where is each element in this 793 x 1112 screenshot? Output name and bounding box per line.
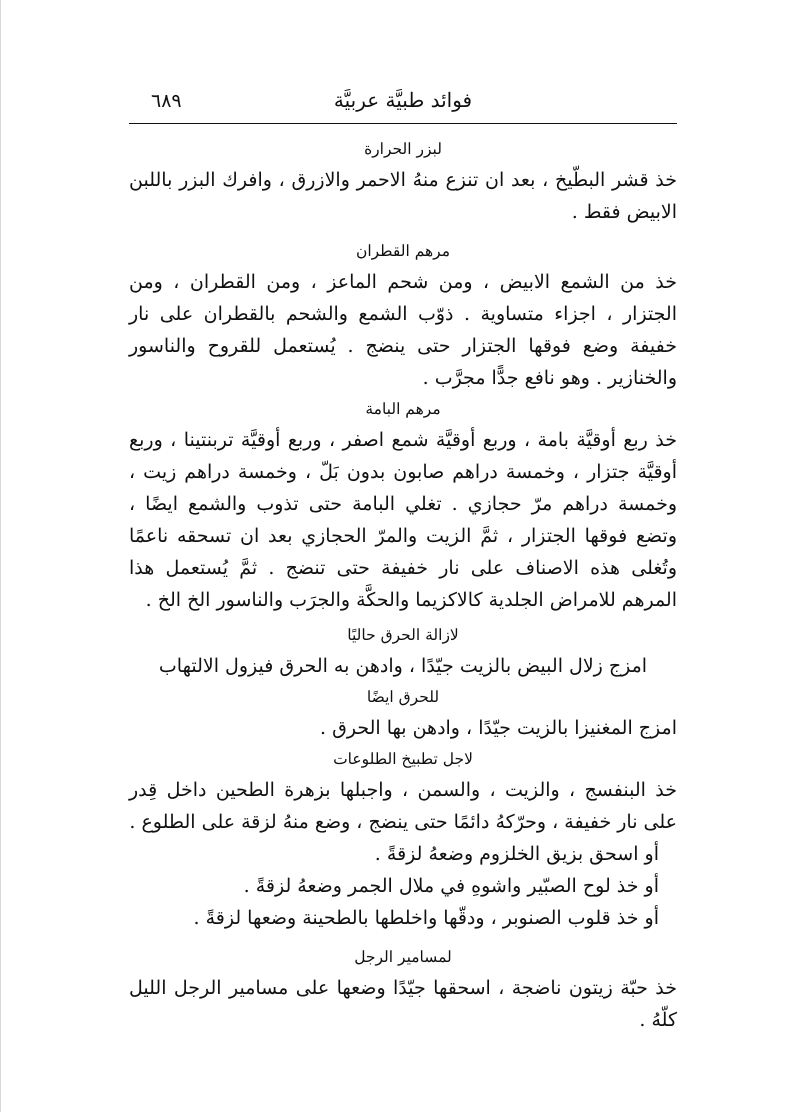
remedy-heat-rash [129,134,677,228]
remedy-boils [129,744,677,934]
section-text: امزج زلال البيض بالزيت جيّدًا ، وادهن به الحرق فيزول الالتهاب [158,655,648,677]
remedy-foot-corns [129,942,677,1036]
header-rule [129,123,677,124]
alternative-line: أو خذ لوح الصبّير واشوهِ في ملال الجمر وضعهُ لزقةً . [243,875,659,897]
section-title: مرهم البامة [365,400,441,418]
remedy-burn-removal [129,620,677,682]
remedy-burn-also [129,682,677,744]
section-title: لاجل تطبيخ الطلوعات [333,750,473,768]
running-title: فوائد طبيَّة عربيَّة [333,88,473,112]
remedy-bama-ointment [129,394,677,616]
section-text: خذ حبّة زيتون ناضجة ، اسحقها جيّدًا وضعها على مسامير الرجل الليل كلّهُ . [129,977,677,1031]
section-text: خذ قشر البطّيخ ، بعد ان تنزع منهُ الاحمر والازرق ، وافرك البزر باللبن الابيض فقط . [129,169,677,223]
section-title: لمسامير الرجل [354,948,452,966]
section-title: مرهم القطران [355,242,451,260]
page-content [129,134,677,1036]
remedy-tar-ointment [129,236,677,394]
section-title: للحرق ايضًا [366,688,440,706]
page-header [129,84,677,124]
section-text: خذ ربع أوقيَّة بامة ، وربع أوقيَّة شمع اصفر ، وربع أوقيَّة تربنتينا ، وربع أوقيَّة جتزار ، وخمسة دراهم صابون بدون بَلّ ، وخمسة دراهم زيت ، وخمسة دراهم مرّ حجازي . تغلي البامة حتى تذوب والشمع ايضًا ، وتضع فوقها الجتزار ، ثمَّ الزيت والمرّ الحجازي بعد ان تسحقه ناعمًا وتُغلى هذه الاصناف على نار خفيفة حتى تنضج . ثمَّ يُستعمل هذا المرهم للامراض الجلدية كالاكزيما والحكَّة والجرَب والناسور الخ الخ . [129,429,677,611]
section-text: خذ من الشمع الابيض ، ومن شحم الماعز ، ومن القطران ، ومن الجتزار ، اجزاء متساوية . ذوّب الشمع والشحم بالقطران على نار خفيفة وضع فوقها الجتزار حتى ينضج . يُستعمل للقروح والناسور والخنازير . وهو نافع جدًّا مجرَّب . [129,271,677,389]
section-title: لبزر الحرارة [364,140,442,158]
alternative-line: أو اسحق بزيق الخلزوم وضعهُ لزقةً . [374,843,659,865]
section-text: خذ البنفسج ، والزيت ، والسمن ، واجبلها بزهرة الطحين داخل قِدر على نار خفيفة ، وحرّكهُ دائمًا حتى ينضج ، وضع منهُ لزقة على الطلوع . [129,779,677,833]
section-title: لازالة الحرق حاليًا [347,626,459,644]
section-text: امزج المغنيزا بالزيت جيّدًا ، وادهن بها الحرق . [320,717,677,739]
alternative-line: أو خذ قلوب الصنوبر ، ودقّها واخلطها بالطحينة وضعها لزقةً . [193,907,659,929]
page-number: ٦٨٩ [151,90,182,112]
